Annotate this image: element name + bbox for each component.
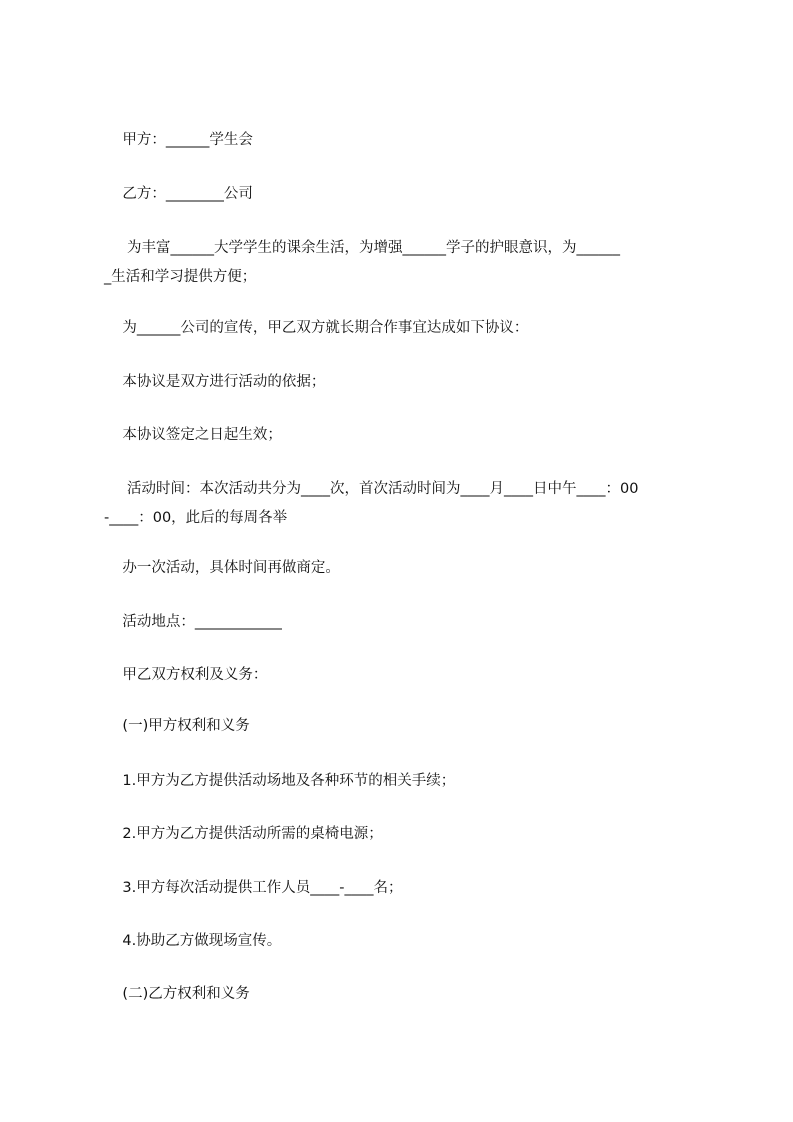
- rights-heading: 甲乙双方权利及义务：: [104, 667, 268, 683]
- activity-time-line-2: -____：00，此后的每周各举: [104, 510, 288, 526]
- purpose-line-1: 为丰富______大学学生的课余生活，为增强______学子的护眼意识，为______: [104, 240, 621, 256]
- party-a-item-3: 3.甲方每次活动提供工作人员____-____名；: [104, 880, 403, 896]
- purpose-line-2: _生活和学习提供方便；: [104, 269, 257, 285]
- effective-date-line: 本协议签定之日起生效；: [104, 427, 282, 443]
- party-a-item-4: 4.协助乙方做现场宣传。: [104, 933, 282, 949]
- party-b-rights-heading: (二)乙方权利和义务: [104, 986, 250, 1002]
- party-b-line: 乙方：________公司: [104, 186, 253, 202]
- activity-time-line-1: 活动时间：本次活动共分为____次，首次活动时间为____月____日中午____：00: [104, 481, 639, 497]
- party-a-item-2: 2.甲方为乙方提供活动所需的桌椅电源；: [104, 826, 383, 842]
- basis-line: 本协议是双方进行活动的依据；: [104, 374, 326, 390]
- party-a-rights-heading: (一)甲方权利和义务: [104, 718, 250, 734]
- agreement-intro-line: 为______公司的宣传，甲乙双方就长期合作事宜达成如下协议：: [104, 320, 529, 336]
- activity-schedule-line: 办一次活动，具体时间再做商定。: [104, 560, 340, 576]
- activity-location-line: 活动地点：____________: [104, 614, 282, 630]
- party-a-item-1: 1.甲方为乙方提供活动场地及各种环节的相关手续；: [104, 773, 456, 789]
- party-a-line: 甲方：______学生会: [104, 132, 253, 148]
